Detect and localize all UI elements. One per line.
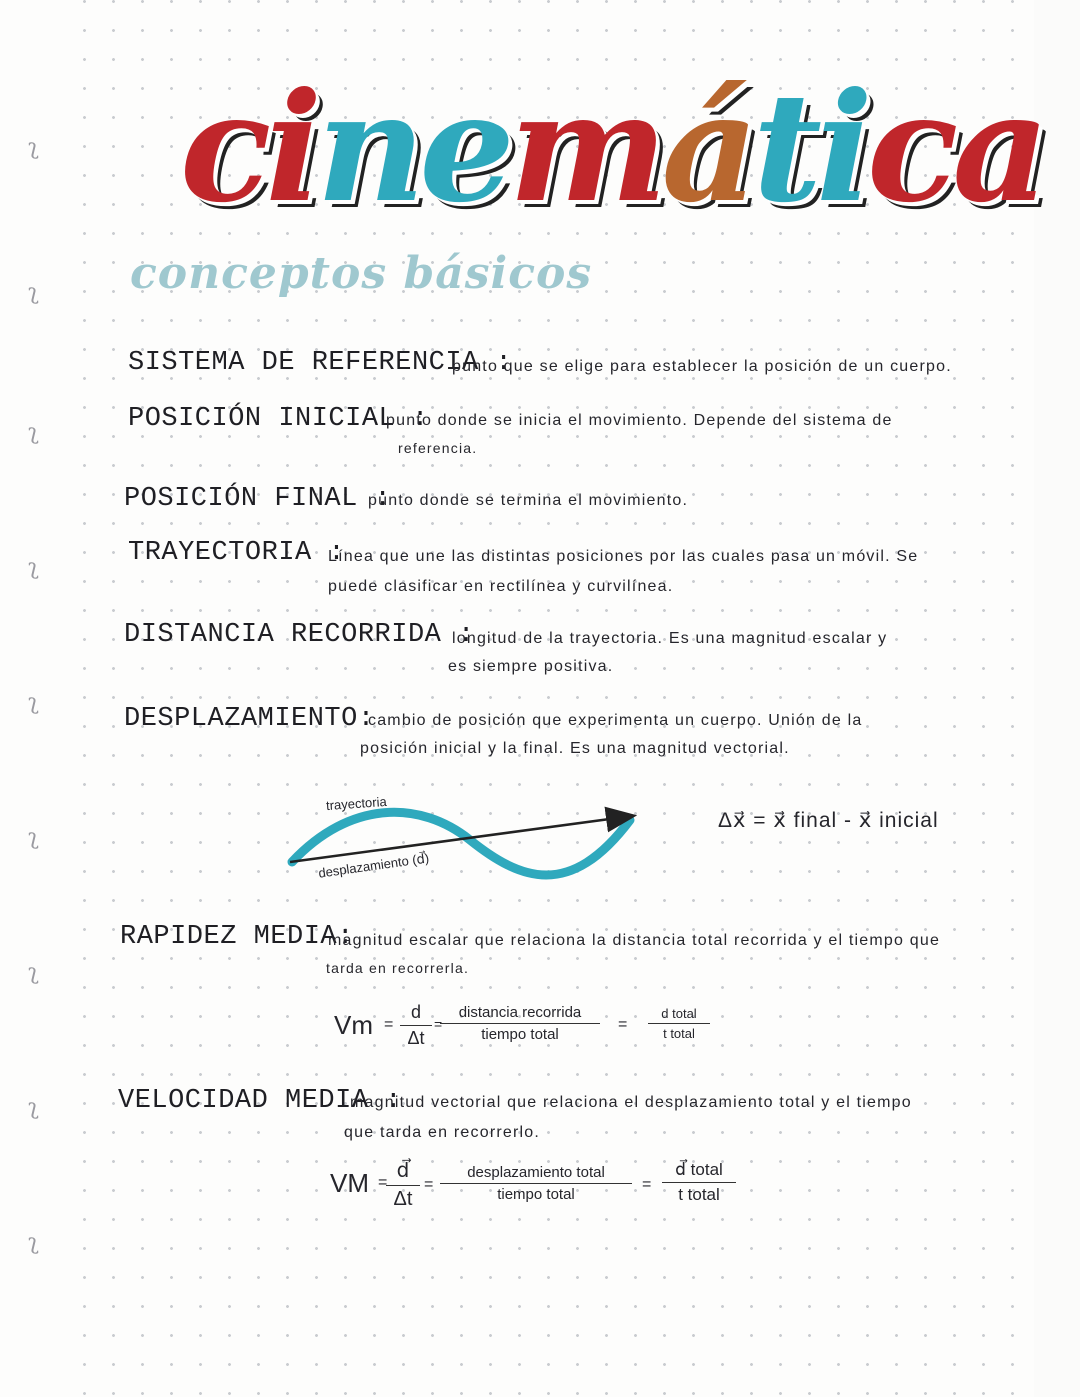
title-letter: a <box>952 60 1044 236</box>
formula-fraction <box>440 1164 632 1203</box>
title-letter: á <box>661 60 753 236</box>
term-desplazamiento: DESPLAZAMIENTO: <box>124 704 375 734</box>
definition-line: magnitud vectorial que relaciona el desplazamiento total y el tiempo <box>350 1094 912 1111</box>
title-letter: n <box>316 60 420 236</box>
equals-sign: = <box>424 1176 434 1193</box>
definition-line: posición inicial y la final. Es una magnitud vectorial. <box>360 740 790 757</box>
formula-lhs: Vm <box>334 1010 373 1040</box>
margin-mark: ʅ <box>28 280 39 305</box>
margin-mark: ʅ <box>28 960 39 985</box>
title-letter: c <box>867 60 953 236</box>
definition-line: punto que se elige para establecer la posición de un cuerpo. <box>452 358 952 375</box>
formula-fraction <box>386 1158 420 1211</box>
definition-line: es siempre positiva. <box>448 658 614 675</box>
fraction-numerator: d total <box>648 1006 710 1024</box>
fraction-denominator: t total <box>663 1026 695 1041</box>
term-trayectoria: TRAYECTORIA : <box>128 538 346 568</box>
formula-lhs: VM <box>330 1168 369 1198</box>
fraction-numerator: d⃗ total <box>662 1160 736 1183</box>
term-velocidad-media: VELOCIDAD MEDIA : <box>118 1086 402 1116</box>
title-letter: i <box>816 60 868 236</box>
fraction-denominator: Δt <box>393 1188 413 1210</box>
fraction-denominator: tiempo total <box>497 1186 575 1203</box>
displacement-equation: Δx⃗ = x⃗ final - x⃗ inicial <box>718 809 939 832</box>
fraction-denominator: Δt <box>407 1028 425 1048</box>
term-posicion-inicial: POSICIÓN INICIAL : <box>128 404 429 434</box>
margin-mark: ʅ <box>28 690 39 715</box>
fraction-numerator: desplazamiento total <box>440 1164 632 1184</box>
formula-fraction <box>400 1002 432 1049</box>
formula-fraction <box>648 1006 710 1041</box>
term-posicion-final: POSICIÓN FINAL : <box>124 484 392 514</box>
trajectory-label: trayectoria <box>325 793 388 814</box>
margin-mark: ʅ <box>28 555 39 580</box>
definition-line: referencia. <box>398 440 478 456</box>
definition-line: longitud de la trayectoria. Es una magnitud escalar y <box>452 630 888 647</box>
fraction-numerator: distancia recorrida <box>440 1004 600 1024</box>
margin-mark: ʅ <box>28 825 39 850</box>
formula-fraction <box>440 1004 600 1043</box>
equals-sign: = <box>642 1176 652 1193</box>
equals-sign: = <box>378 1174 388 1191</box>
margin-mark: ʅ <box>28 1230 39 1255</box>
margin-mark: ʅ <box>28 135 39 160</box>
fraction-denominator: t total <box>678 1185 720 1204</box>
equals-sign: = <box>384 1016 394 1033</box>
definition-line: tarda en recorrerla. <box>326 960 470 976</box>
definition-line: que tarda en recorrerlo. <box>344 1124 541 1141</box>
definition-line: Línea que une las distintas posiciones por las cuales pasa un móvil. Se <box>328 548 919 565</box>
page-title <box>180 58 1044 238</box>
fraction-numerator: d⃗ <box>386 1158 420 1186</box>
title-letter: c <box>180 60 266 236</box>
title-letter: i <box>265 60 317 236</box>
term-distancia-recorrida: DISTANCIA RECORRIDA : <box>124 620 475 650</box>
term-sistema-referencia: SISTEMA DE REFERENCIA : <box>128 348 513 378</box>
formula-fraction <box>662 1160 736 1205</box>
definition-line: puede clasificar en rectilínea y curvilínea. <box>328 578 674 595</box>
fraction-numerator: d <box>400 1002 432 1026</box>
definition-line: punto donde se termina el movimiento. <box>368 492 689 509</box>
title-letter: t <box>752 60 817 236</box>
definition-line: cambio de posición que experimenta un cuerpo. Unión de la <box>368 712 863 729</box>
section-subtitle: conceptos básicos <box>130 248 593 299</box>
fraction-denominator: tiempo total <box>481 1026 559 1043</box>
equals-sign: = <box>434 1016 443 1032</box>
displacement-label: desplazamiento (d⃗) <box>317 850 431 881</box>
title-letter: m <box>508 60 662 236</box>
term-rapidez-media: RAPIDEZ MEDIA: <box>120 922 354 952</box>
margin-mark: ʅ <box>28 1095 39 1120</box>
definition-line: magnitud escalar que relaciona la distancia total recorrida y el tiempo que <box>328 932 941 949</box>
title-letter: e <box>419 60 509 236</box>
definition-line: punto donde se inicia el movimiento. Depende del sistema de <box>386 412 893 429</box>
equals-sign: = <box>618 1016 628 1033</box>
margin-mark: ʅ <box>28 420 39 445</box>
binding-margin <box>0 0 70 1397</box>
